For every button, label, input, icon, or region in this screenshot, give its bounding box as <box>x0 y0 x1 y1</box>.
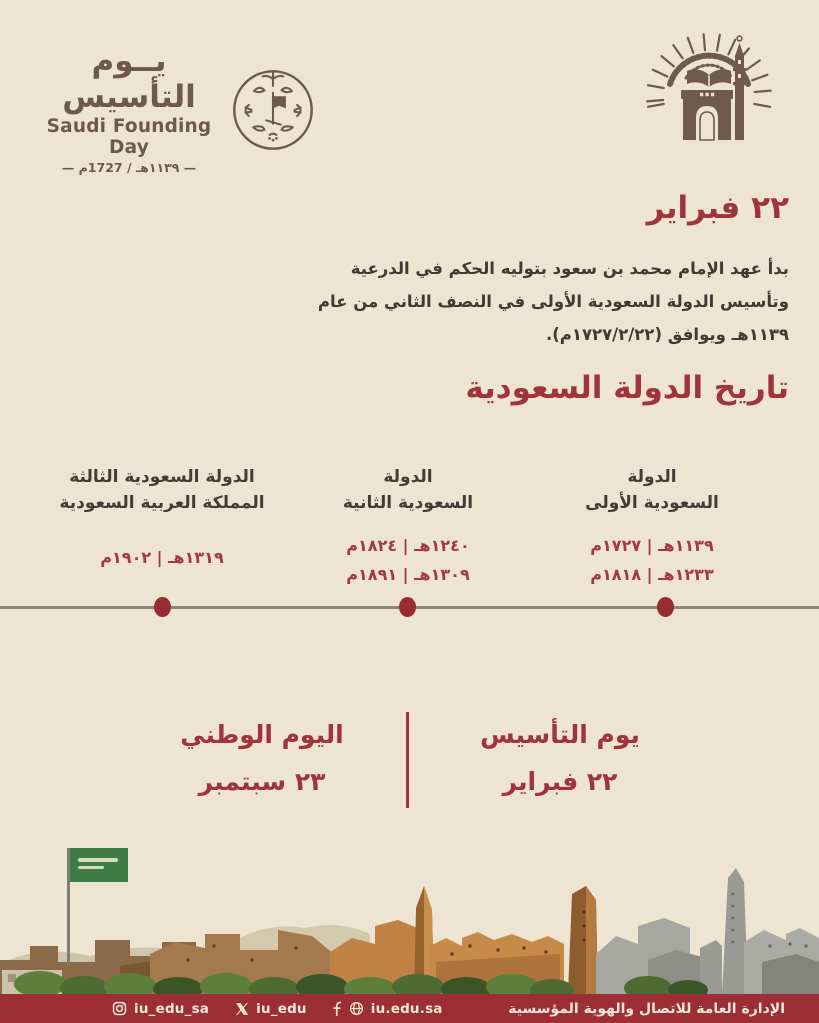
founding-day-title: يوم التأسيس <box>480 720 640 749</box>
islamic-university-logo <box>643 26 775 158</box>
saudi-founding-day-logo <box>38 44 316 175</box>
instagram-handle: iu_edu_sa <box>112 1001 209 1017</box>
state-third-column <box>52 464 272 572</box>
x-handle: iu_edu <box>235 1001 307 1017</box>
founding-day-block <box>455 722 665 794</box>
feb-22-paragraph: بدأ عهد الإمام محمد بن سعود بتوليه الحكم في الدرعية وتأسيس الدولة السعودية الأولى في النصف الثاني من عام ١١٣٩هـ ويوافق (١٧٢٧/٢/٢٢م). <box>317 259 789 344</box>
state-third-name-line1: الدولة السعودية الثالثة <box>69 467 255 487</box>
state-third-name-line2: المملكة العربية السعودية <box>59 493 265 514</box>
timeline-dot-second-state <box>399 597 416 617</box>
footer-social-row <box>112 1001 443 1017</box>
founding-day-date: ٢٢ فبراير <box>502 767 618 796</box>
national-day-title: اليوم الوطني <box>180 720 344 749</box>
website-link: iu.edu.sa <box>333 1001 443 1017</box>
state-second-name-line2: السعودية الثانية <box>342 493 474 514</box>
feb-22-heading: ٢٢ فبراير <box>646 190 789 226</box>
founding-day-dates: — ١١٣٩هـ / 1727م — <box>61 160 197 176</box>
state-second-date1: ١٢٤٠هـ | ١٨٢٤م <box>346 535 470 555</box>
state-first-column <box>552 464 752 590</box>
footer-bar <box>0 994 819 1023</box>
state-second-date2: ١٣٠٩هـ | ١٨٩١م <box>346 565 470 585</box>
timeline-dot-first-state <box>657 597 674 617</box>
founding-day-calligraphy: يــوم التأسيس <box>62 43 196 115</box>
x-icon <box>235 1002 249 1016</box>
globe-icon <box>349 1001 364 1016</box>
footer-department-title: الإدارة العامة للاتصال والهوية المؤسسية <box>508 1000 785 1017</box>
state-second-name-line1: الدولة <box>383 467 433 487</box>
state-first-name-line1: الدولة <box>627 467 677 487</box>
diriyah-skyline-image <box>0 842 819 994</box>
state-third-date1: ١٣١٩هـ | ١٩٠٢م <box>100 547 224 567</box>
days-divider <box>406 712 409 808</box>
state-first-date1: ١١٣٩هـ | ١٧٢٧م <box>590 535 714 555</box>
founding-day-english-title: Saudi Founding Day <box>46 116 212 159</box>
national-day-date: ٢٣ سبتمبر <box>198 767 326 796</box>
instagram-icon <box>112 1001 127 1016</box>
national-day-block <box>157 722 367 794</box>
timeline-dot-third-state <box>154 597 171 617</box>
state-second-column <box>308 464 508 590</box>
history-heading: تاريخ الدولة السعودية <box>465 370 789 406</box>
state-first-name-line2: السعودية الأولى <box>585 493 719 514</box>
founding-day-emblem-icon <box>230 67 316 153</box>
state-first-date2: ١٢٣٣هـ | ١٨١٨م <box>590 565 714 585</box>
facebook-icon <box>333 1001 342 1016</box>
